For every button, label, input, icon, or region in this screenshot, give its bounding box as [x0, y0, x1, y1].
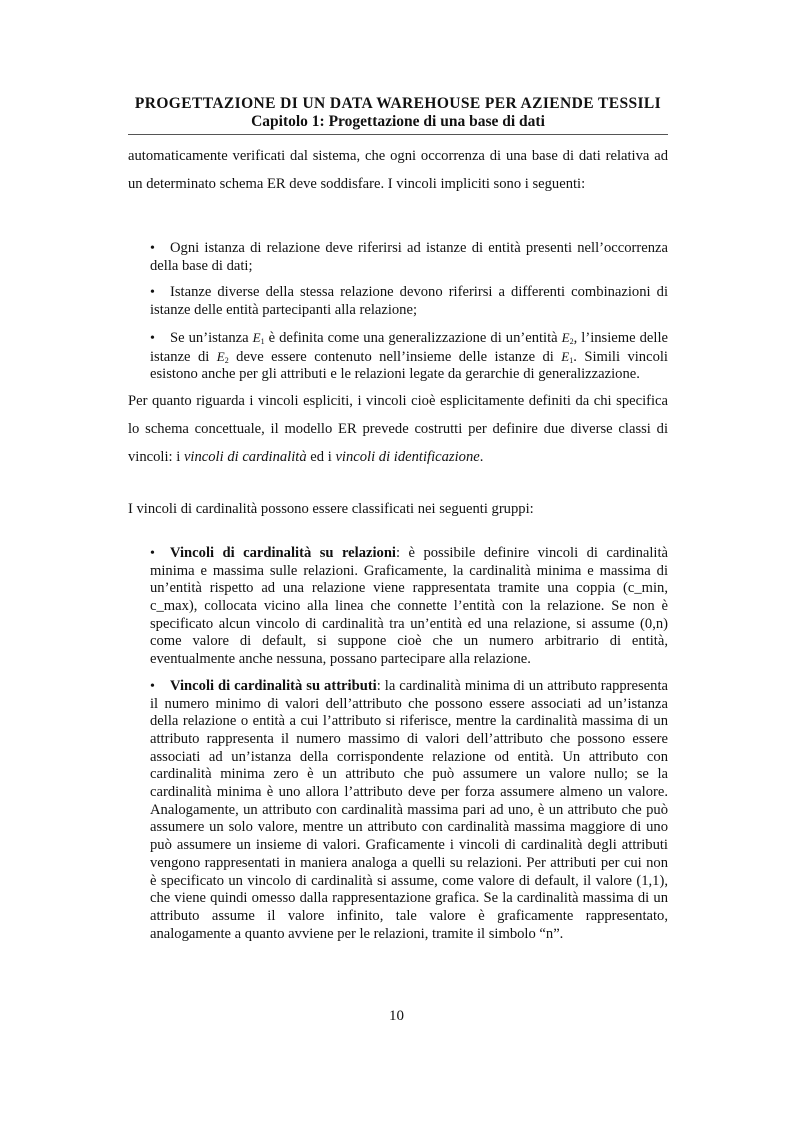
list-item-text: : la cardinalità minima di un attributo rappresenta il numero minimo di valori dell’attributo che possono essere associati ad un’istanza della relazione o entità a cui l’attributo si riferisce, mentre la cardinalità massima di un attributo rappresenta il numero massimo di valori dell’attributo che possono essere associati ad un’istanza della corrispondente relazione od entità. Un attributo con cardinalità minima zero è un attributo che può assumere un valore nullo; se la cardinalità minima è uno allora l’attributo deve per forza assumere almeno un valore. Analogamente, un attributo con cardinalità massima pari ad uno, è un attributo che può assumere un solo valore, mentre un attributo con cardinalità massima maggiore di uno può assumere un insieme di valori. Graficamente i vincoli di cardinalità degli attributi vengono rappresentati in maniera analoga a quelli su relazioni. Per attributi per cui non è specificato un vincolo di cardinalità si assume, come valore di default, il valore (1,1), che viene quindi omesso dalla rappresentazione grafica. Se la cardinalità massima di un attributo assume il valore infinito, tale valore è graficamente rappresentato, analogamente a quanto avviene per le relazioni, tramite il simbolo “n”.: [150, 677, 668, 942]
list-item: [150, 545, 668, 669]
text-fragment: Se un’istanza: [170, 329, 249, 346]
document-title: PROGETTAZIONE DI UN DATA WAREHOUSE PER AZIENDE TESSILI: [134, 95, 662, 112]
intro-paragraph: automaticamente verificati dal sistema, che ogni occorrenza di una base di dati relativa ad un determinato schema ER deve soddisfare. I vincoli impliciti sono i seguenti:: [128, 148, 668, 192]
math-symbol: [562, 330, 574, 345]
emphasis-identification: vincoli di identificazione: [335, 448, 480, 465]
text-fragment: Per quanto riguarda i vincoli espliciti, i vincoli cioè esplicitamente definiti da chi specifica lo schema concettuale, il modello ER prevede costrutti per definire due diverse classi di vincoli: i: [128, 392, 668, 465]
math-letter: E: [252, 329, 261, 345]
math-subscript: 1: [260, 336, 265, 346]
explicit-constraints-paragraph: [128, 387, 668, 471]
text-fragment: . Simili vincoli esistono anche per gli attributi e le relazioni legate da gerarchie di generalizzazione.: [150, 348, 668, 383]
math-symbol: [217, 349, 229, 364]
math-symbol: [253, 330, 265, 345]
text-fragment: , l’insieme delle istanze di: [150, 329, 668, 365]
emphasis-cardinality: vincoli di cardinalità: [183, 448, 307, 465]
list-item: [150, 240, 668, 275]
bullet-icon: [150, 545, 170, 563]
text-fragment: deve essere contenuto nell’insieme delle istanze di: [236, 348, 554, 365]
groups-paragraph: I vincoli di cardinalità possono essere classificati nei seguenti gruppi:: [128, 500, 534, 517]
text-fragment: ed i: [310, 448, 332, 465]
list-item: [150, 329, 668, 384]
page-number: 10: [389, 1008, 404, 1024]
header-rule: [128, 134, 668, 135]
list-item-text: : è possibile definire vincoli di cardinalità minima e massima sulle relazioni. Graficamente, la cardinalità minima e massima di un’entità rispetto ad una relazione viene rappresentata tramite una coppia (c_min, c_max), collocata vicino alla linea che connette l’entità con la relazione. Se non è specificato alcun vincolo di cardinalità tra un’entità ed una relazione, si assume (0,n) come valore di default, si suppone cioè che un numero arbitrario di entità, eventualmente anche nessuna, possano partecipare alla relazione.: [150, 544, 669, 668]
list-item-title: Vincoli di cardinalità su relazioni: [170, 544, 396, 561]
list-item: [150, 678, 668, 944]
implicit-constraints-list: [128, 240, 668, 384]
math-letter: E: [216, 348, 225, 364]
list-item: [150, 284, 668, 319]
math-symbol: [561, 349, 573, 364]
running-header: [128, 94, 668, 131]
math-subscript: 2: [224, 355, 229, 365]
chapter-title: Capitolo 1: Progettazione di una base di dati: [251, 113, 545, 130]
cardinality-constraints-list: [128, 545, 668, 943]
list-item-text: Ogni istanza di relazione deve riferirsi ad istanze di entità presenti nell’occorrenza della base di dati;: [150, 240, 668, 274]
math-letter: E: [561, 329, 570, 345]
bullet-icon: [150, 284, 170, 302]
text-fragment: .: [479, 448, 484, 465]
list-item-title: Vincoli di cardinalità su attributi: [170, 677, 377, 694]
text-fragment: è definita come una generalizzazione di un’entità: [268, 329, 558, 346]
bullet-icon: [150, 678, 170, 696]
bullet-icon: [150, 240, 170, 258]
math-subscript: 2: [569, 336, 574, 346]
page-body: [128, 142, 668, 952]
math-letter: E: [561, 348, 570, 364]
bullet-icon: [150, 330, 170, 348]
list-item-text: Istanze diverse della stessa relazione devono riferirsi a differenti combinazioni di istanze delle entità partecipanti alla relazione;: [150, 284, 668, 319]
math-subscript: 1: [569, 355, 574, 365]
